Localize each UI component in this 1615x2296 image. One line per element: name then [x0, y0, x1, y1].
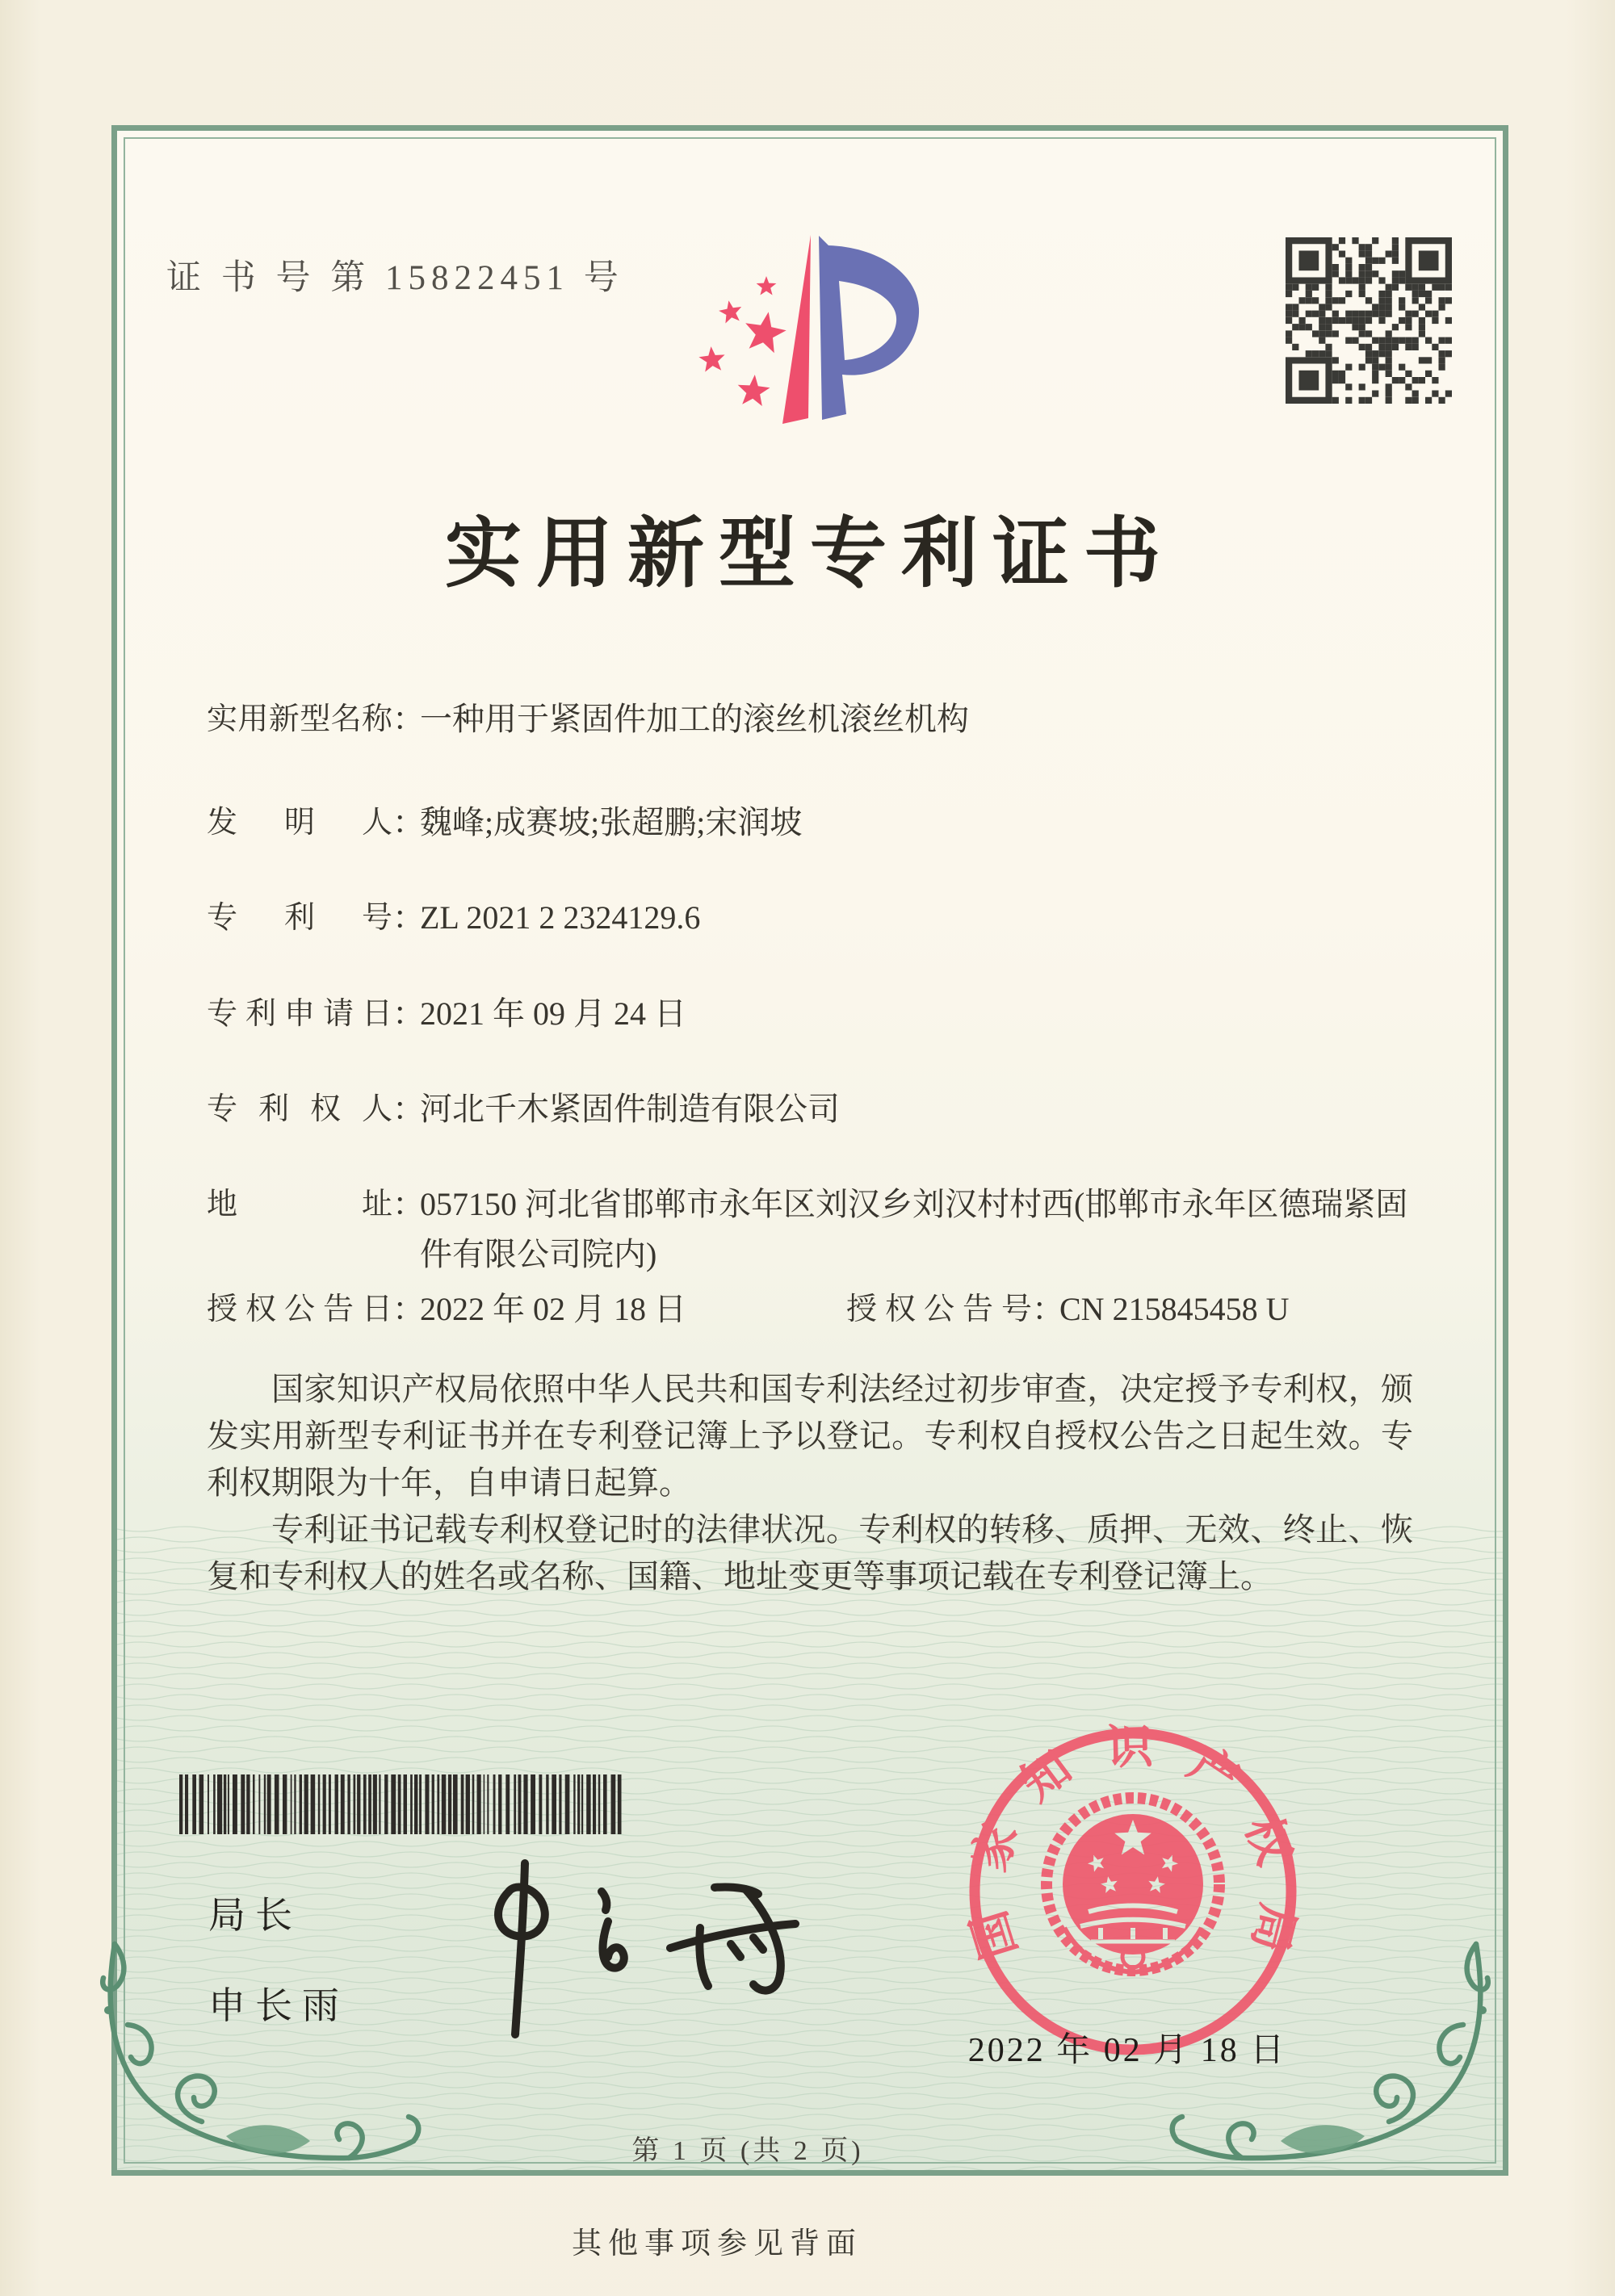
field-value: 057150 河北省邯郸市永年区刘汉乡刘汉村村西(邯郸市永年区德瑞紧固件有限公司院内) — [420, 1186, 1408, 1272]
signer-name: 申长雨 — [208, 1985, 349, 2026]
field-row-filing-date — [207, 989, 1415, 1039]
certificate-number: 证 书 号 第 15822451 号 — [166, 259, 624, 297]
logo-red-wedge — [782, 235, 811, 424]
corner-flourish-icon — [1163, 1929, 1510, 2178]
field-colon: ： — [392, 804, 425, 840]
field-label: 专利权人 — [207, 1092, 392, 1126]
qr-code-icon — [1286, 237, 1452, 404]
seal-date: 2022 年 02 月 18 日 — [967, 2032, 1287, 2069]
field-value: 一种用于紧固件加工的滚丝机滚丝机构 — [420, 701, 969, 737]
field-value: 2021 年 09 月 24 日 — [420, 995, 686, 1032]
legal-text-block — [207, 1366, 1413, 1600]
handwritten-signature-icon — [440, 1847, 828, 2081]
field-row-inventors — [207, 798, 1415, 848]
field-colon: ： — [392, 1291, 425, 1327]
field-colon: ： — [1032, 1291, 1064, 1327]
barcode-icon — [179, 1774, 630, 1834]
logo-blue-p — [819, 236, 919, 420]
field-row-patent-number — [207, 893, 1415, 943]
signer-title: 局长 — [208, 1895, 302, 1936]
seal-ring-text: 国家知识产权局 — [962, 1720, 1305, 1966]
field-value: 魏峰;成赛坡;张超鹏;宋润坡 — [420, 804, 803, 840]
field-label: 发明人 — [207, 806, 392, 840]
legal-paragraph-1: 国家知识产权局依照中华人民共和国专利法经过初步审查，决定授予专利权，颁发实用新型专利证书并在专利登记簿上予以登记。专利权自授权公告之日起生效。专利权期限为十年，自申请日起算。 — [207, 1371, 1413, 1501]
field-value: 河北千木紧固件制造有限公司 — [420, 1091, 840, 1127]
grant-date-value: 2022 年 02 月 18 日 — [420, 1291, 686, 1327]
field-row-patentee — [207, 1084, 1415, 1134]
field-value: ZL 2021 2 2324129.6 — [420, 899, 701, 936]
field-colon: ： — [392, 899, 425, 936]
field-label: 实用新型名称 — [207, 702, 392, 736]
field-label: 授权公告日 — [207, 1293, 392, 1326]
field-label: 授权公告号 — [846, 1293, 1032, 1326]
field-row-grant — [207, 1284, 1415, 1334]
field-label: 专利号 — [207, 901, 392, 935]
cnipa-patent-logo-icon — [664, 208, 969, 480]
field-colon: ： — [392, 701, 425, 737]
field-row-address — [207, 1179, 1415, 1280]
field-label: 专利申请日 — [207, 997, 392, 1031]
page-number: 第 1 页 (共 2 页) — [631, 2136, 864, 2166]
certificate-title: 实用新型专利证书 — [444, 511, 1175, 597]
back-side-note: 其他事项参见背面 — [572, 2227, 862, 2260]
field-colon: ： — [392, 1186, 425, 1222]
grant-number-value: CN 215845458 U — [1059, 1291, 1290, 1327]
field-row-invention-name — [207, 694, 1415, 744]
field-label: 地址 — [207, 1188, 392, 1221]
field-colon: ： — [392, 1091, 425, 1127]
field-colon: ： — [392, 995, 425, 1032]
legal-paragraph-2: 专利证书记载专利权登记时的法律状况。专利权的转移、质押、无效、终止、恢复和专利权人的姓名或名称、国籍、地址变更等事项记载在专利登记簿上。 — [207, 1511, 1413, 1594]
corner-flourish-icon — [81, 1929, 428, 2178]
